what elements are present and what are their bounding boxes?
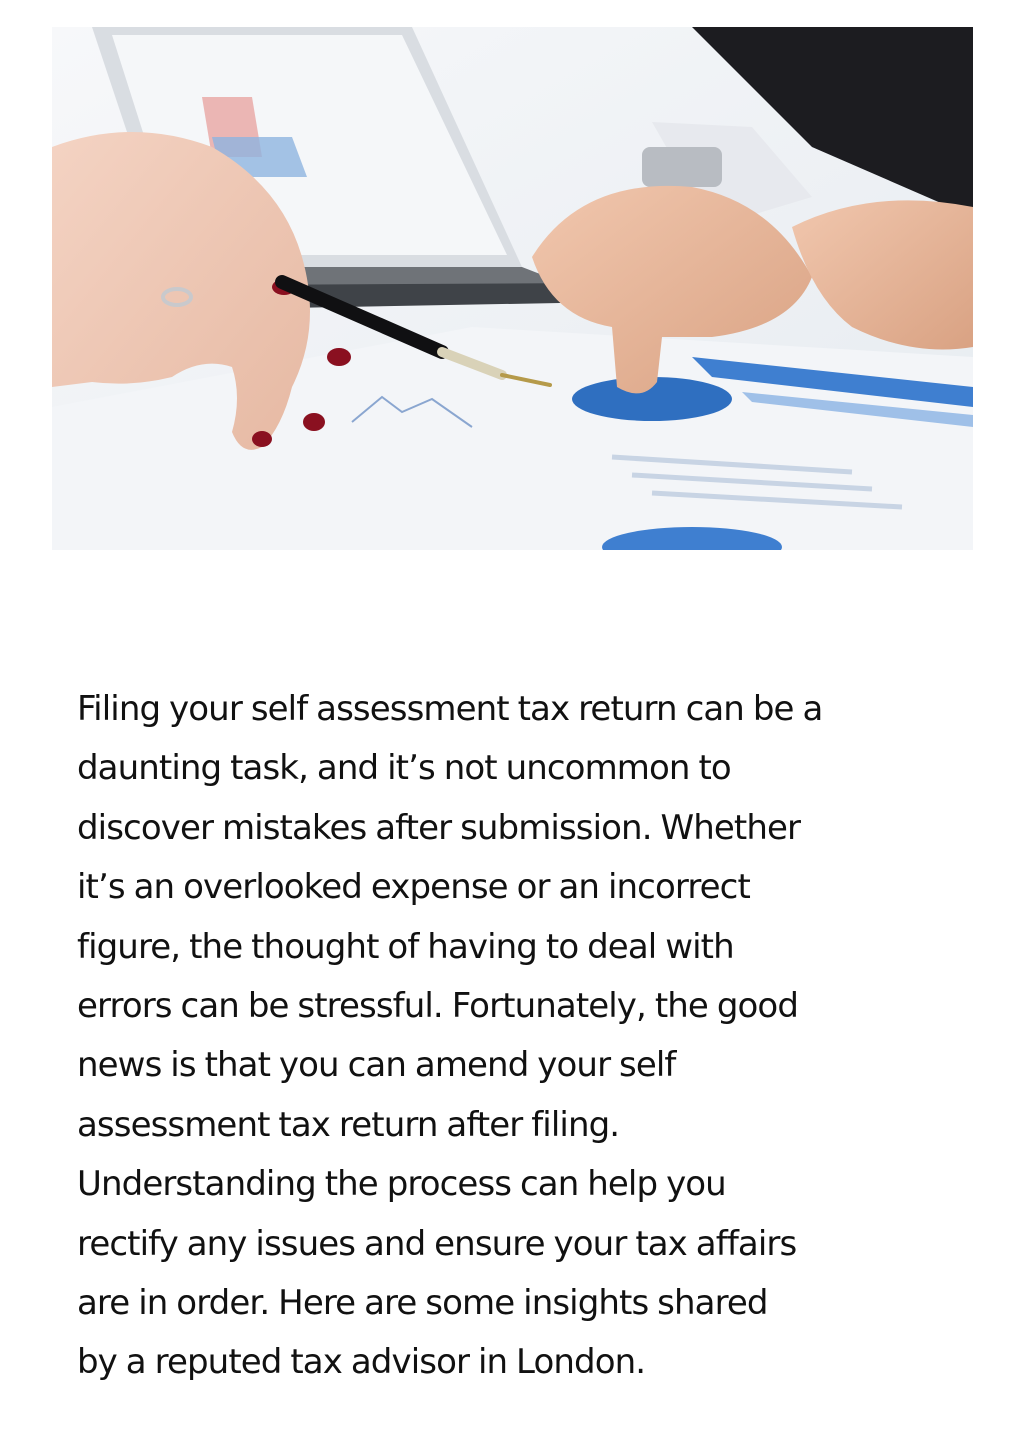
article-line: are in order. Here are some insights shared	[77, 1283, 768, 1324]
article-line: it’s an overlooked expense or an incorrect	[77, 867, 750, 908]
article-line: errors can be stressful. Fortunately, the good	[77, 986, 799, 1027]
article-line: discover mistakes after submission. Whether	[77, 807, 801, 848]
article-line: assessment tax return after filing.	[77, 1104, 620, 1145]
article-line: rectify any issues and ensure your tax affairs	[77, 1223, 797, 1264]
article-line: by a reputed tax advisor in London.	[77, 1342, 646, 1383]
article-line: daunting task, and it’s not uncommon to	[77, 748, 731, 789]
article-line: news is that you can amend your self	[77, 1045, 676, 1086]
article-line: figure, the thought of having to deal with	[77, 926, 734, 967]
article-line: Filing your self assessment tax return can be a	[77, 689, 823, 729]
article-line: Understanding the process can help you	[77, 1164, 726, 1205]
hero-illustration	[52, 27, 973, 550]
hero-photo	[52, 27, 973, 550]
article-paragraph	[77, 680, 957, 1393]
